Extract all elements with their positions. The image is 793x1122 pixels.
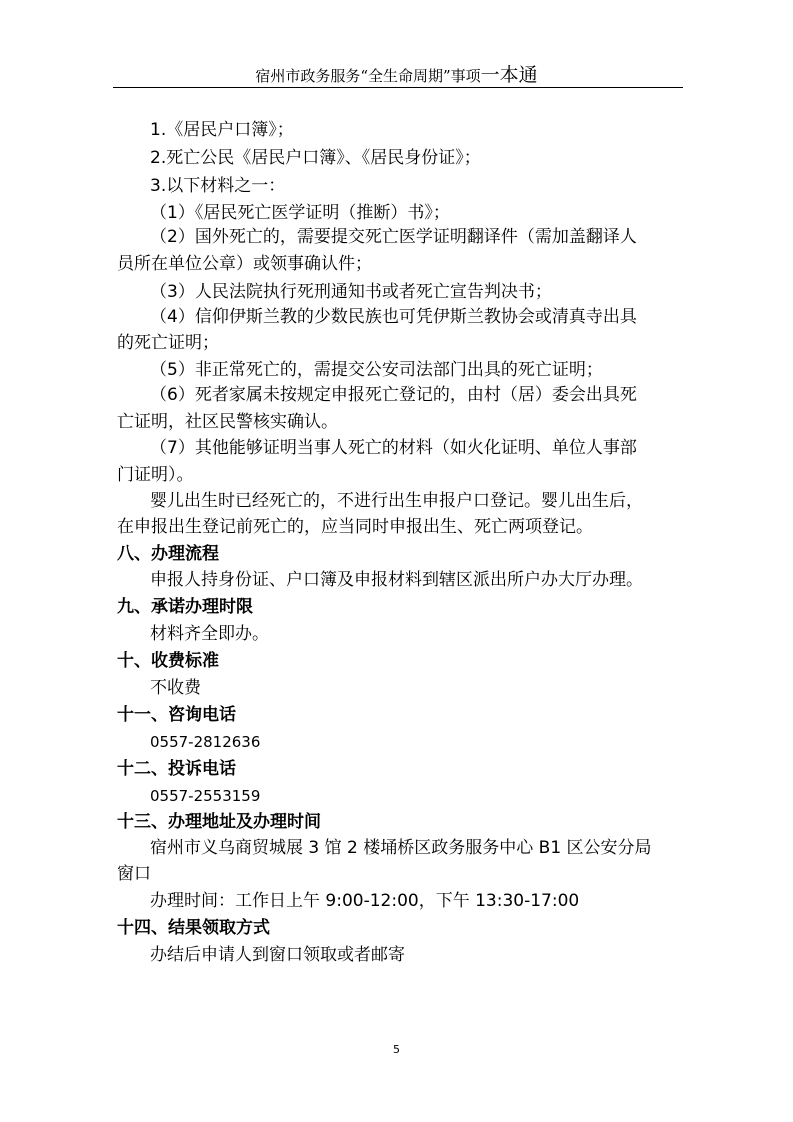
material-sub-3: （3）人民法院执行死刑通知书或者死亡宣告判决书； — [150, 282, 552, 302]
material-sub-7-line2: 门证明）。 — [117, 465, 194, 485]
office-hours: 办理时间：工作日上午 9:00-12:00，下午 13:30-17:00 — [150, 891, 580, 911]
material-sub-1: （1）《居民死亡医学证明（推断）书》； — [150, 203, 450, 223]
material-sub-2-line1: （2）国外死亡的，需要提交死亡医学证明翻译件（需加盖翻译人 — [150, 227, 637, 247]
section-10-title: 十、收费标准 — [117, 651, 219, 671]
material-item-3: 3.以下材料之一： — [150, 176, 286, 196]
address-line2: 窗口 — [117, 864, 151, 884]
section-9-body: 材料齐全即办。 — [150, 624, 269, 644]
infant-note-line2: 在申报出生登记前死亡的，应当同时申报出生、死亡两项登记。 — [117, 517, 593, 537]
section-8-title: 八、办理流程 — [117, 544, 219, 564]
material-sub-2-line2: 员所在单位公章）或领事确认件； — [117, 254, 372, 274]
header-title: 宿州市政务服务“全生命周期”事项 — [255, 67, 481, 85]
complaint-phone: 0557-2553159 — [150, 787, 261, 805]
material-sub-6-line1: （6）死者家属未按规定申报死亡登记的，由村（居）委会出具死 — [150, 385, 637, 405]
section-10-body: 不收费 — [150, 678, 201, 698]
page-number: 5 — [393, 1043, 400, 1056]
material-sub-6-line2: 亡证明，社区民警核实确认。 — [117, 412, 338, 432]
material-sub-4-line1: （4）信仰伊斯兰教的少数民族也可凭伊斯兰教协会或清真寺出具 — [150, 307, 637, 327]
section-11-title: 十一、咨询电话 — [117, 705, 236, 725]
section-9-title: 九、承诺办理时限 — [117, 597, 253, 617]
header-title-tail: 一本通 — [480, 64, 538, 86]
page-header — [0, 60, 793, 87]
material-sub-4-line2: 的死亡证明； — [117, 333, 219, 353]
section-14-body: 办结后申请人到窗口领取或者邮寄 — [150, 945, 405, 965]
material-item-2: 2.死亡公民《居民户口簿》、《居民身份证》； — [150, 148, 481, 168]
material-sub-5: （5）非正常死亡的，需提交公安司法部门出具的死亡证明； — [150, 360, 603, 380]
section-14-title: 十四、结果领取方式 — [117, 918, 270, 938]
material-sub-7-line1: （7）其他能够证明当事人死亡的材料（如火化证明、单位人事部 — [150, 438, 637, 458]
consult-phone: 0557-2812636 — [150, 733, 261, 751]
section-8-body: 申报人持身份证、户口簿及申报材料到辖区派出所户办大厅办理。 — [150, 570, 643, 590]
address-line1: 宿州市义乌商贸城展 3 馆 2 楼埇桥区政务服务中心 B1 区公安分局 — [150, 838, 652, 858]
header-rule — [113, 87, 683, 88]
section-12-title: 十二、投诉电话 — [117, 759, 236, 779]
infant-note-line1: 婴儿出生时已经死亡的，不进行出生申报户口登记。婴儿出生后， — [150, 491, 643, 511]
section-13-title: 十三、办理地址及办理时间 — [117, 812, 321, 832]
material-item-1: 1.《居民户口簿》； — [150, 120, 294, 140]
